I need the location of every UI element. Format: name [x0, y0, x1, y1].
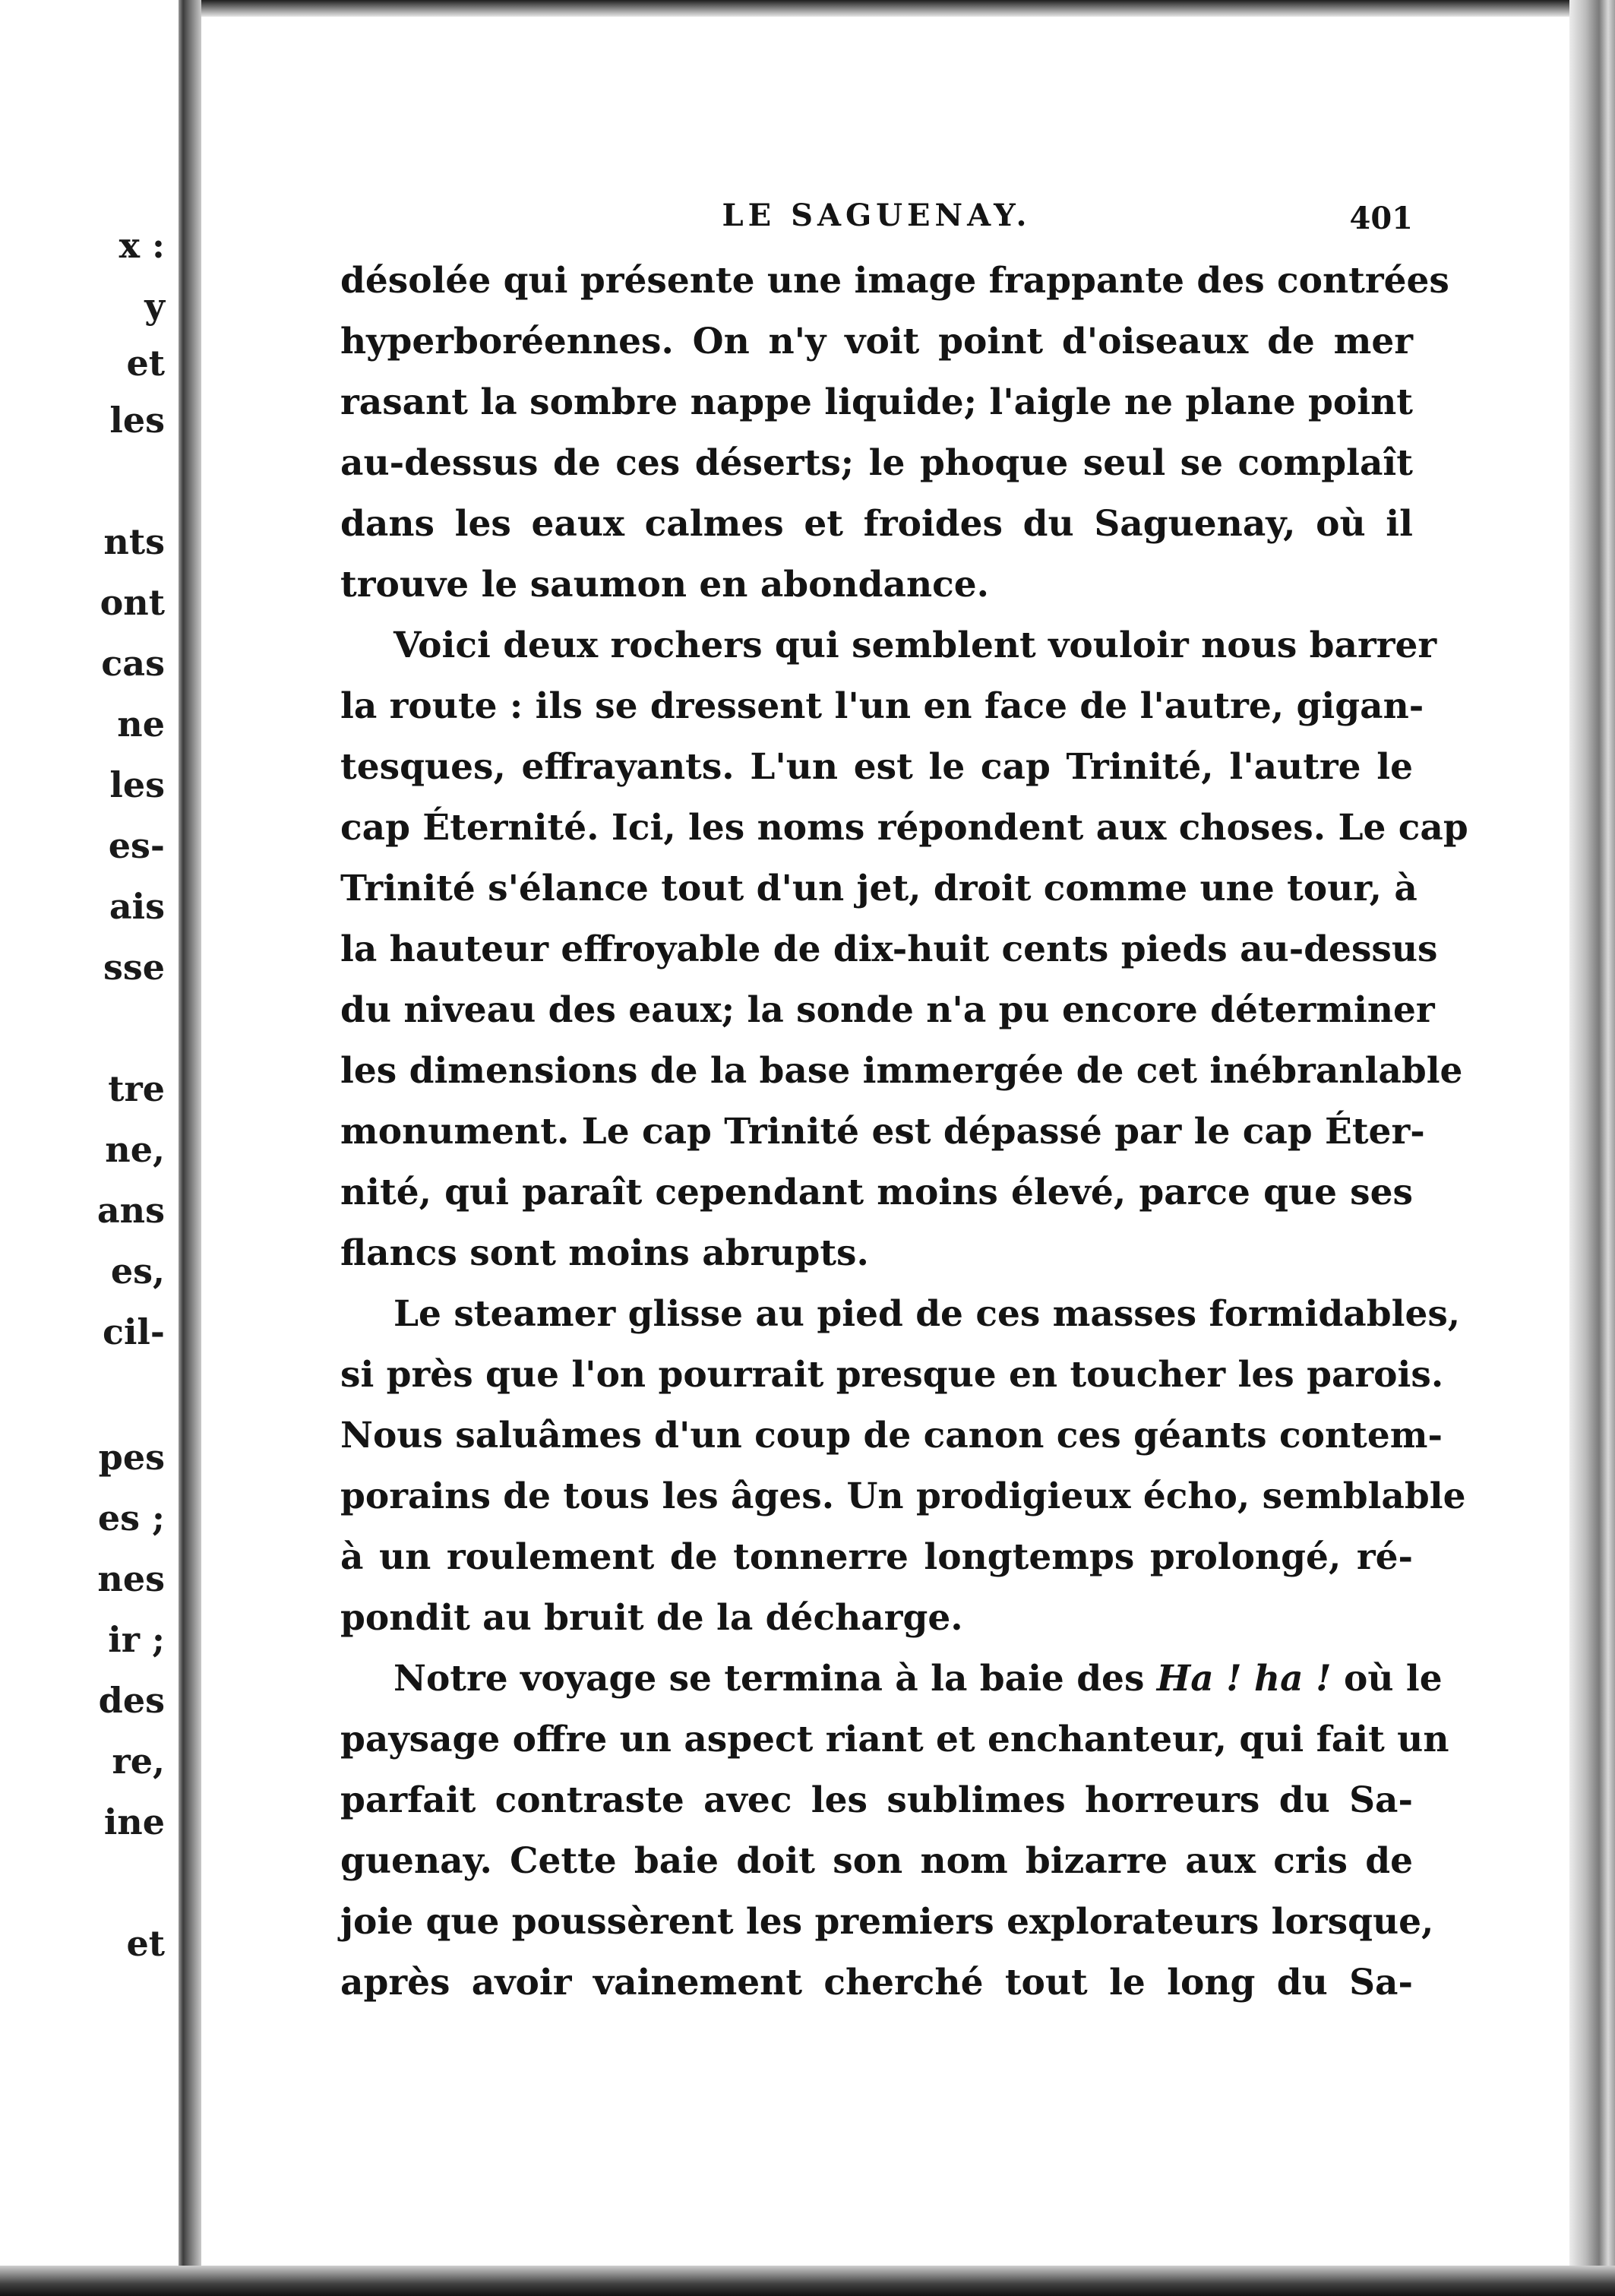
text-line: la hauteur effroyable de dix-huit cents pieds au-dessus — [340, 928, 1438, 970]
text-line: Le steamer glisse au pied de ces masses formidables, — [393, 1293, 1461, 1335]
text-line: rasant la sombre nappe liquide; l'aigle ne plane point — [340, 381, 1413, 423]
facing-page-fragment: y — [144, 286, 165, 327]
text-run: où le — [1331, 1658, 1443, 1700]
text-line: parfait contraste avec les sublimes horreurs du Sa- — [340, 1779, 1413, 1821]
facing-page-fragment: des — [98, 1680, 165, 1721]
facing-page-fragment: ont — [100, 582, 165, 623]
text-line: joie que poussèrent les premiers explorateurs lorsque, — [340, 1901, 1434, 1943]
facing-page-fragment: es, — [110, 1251, 165, 1292]
text-line: tesques, effrayants. L'un est le cap Trinité, l'autre le — [340, 746, 1413, 788]
text-line: hyperboréennes. On n'y voit point d'oiseaux de mer — [340, 321, 1413, 362]
facing-page-fragment: pes — [98, 1437, 165, 1478]
book-gutter — [179, 0, 201, 2296]
text-line: la route : ils se dressent l'un en face de l'autre, gigan- — [340, 685, 1424, 727]
page-bottom-edge — [0, 2266, 1615, 2296]
page-number: 401 — [1349, 201, 1413, 236]
facing-page-fragment: x : — [119, 225, 165, 266]
text-line: porains de tous les âges. Un prodigieux écho, semblable — [340, 1475, 1466, 1517]
facing-page-fragments — [0, 0, 179, 2296]
facing-page-fragment: cas — [101, 643, 165, 684]
text-line — [340, 1649, 1443, 1709]
text-line: après avoir vainement cherché tout le long du Sa- — [340, 1962, 1413, 2003]
facing-page-fragment: les — [109, 764, 165, 805]
facing-page-fragment: les — [109, 400, 165, 441]
text-line: trouve le saumon en abondance. — [340, 564, 990, 606]
facing-page-fragment: nts — [103, 521, 165, 562]
facing-page-fragment: ine — [103, 1801, 165, 1842]
text-line: au-dessus de ces déserts; le phoque seul se complaît — [340, 442, 1413, 484]
facing-page-fragment: ne — [117, 704, 165, 745]
facing-page-fragment: ans — [96, 1190, 165, 1231]
facing-page-fragment: et — [126, 343, 165, 384]
text-run: Notre voyage se termina à la baie des — [393, 1658, 1157, 1700]
facing-page-edge — [0, 0, 179, 2296]
facing-page-fragment: tre — [108, 1068, 165, 1109]
facing-page-fragment: et — [126, 1923, 165, 1964]
facing-page-fragment: sse — [103, 947, 165, 988]
text-line: nité, qui paraît cependant moins élevé, parce que ses — [340, 1172, 1413, 1213]
facing-page-fragment: nes — [97, 1558, 165, 1599]
text-line: Trinité s'élance tout d'un jet, droit comme une tour, à — [340, 868, 1417, 909]
paragraph-3 — [340, 1284, 1466, 1649]
paragraph-1 — [340, 251, 1449, 615]
paragraph-4 — [340, 1649, 1449, 2013]
text-line: cap Éternité. Ici, les noms répondent aux choses. Le cap — [340, 807, 1468, 849]
facing-page-fragment: cil- — [102, 1311, 165, 1352]
text-line: les dimensions de la base immergée de cet inébranlable — [340, 1050, 1463, 1092]
body-text — [340, 251, 1468, 2013]
text-line: à un roulement de tonnerre longtemps prolongé, ré- — [340, 1536, 1413, 1578]
facing-page-fragment: ir ; — [108, 1619, 165, 1660]
facing-page-fragment: es ; — [97, 1497, 165, 1539]
text-line: désolée qui présente une image frappante des contrées — [340, 260, 1449, 302]
text-line: du niveau des eaux; la sonde n'a pu encore déterminer — [340, 989, 1435, 1031]
running-head — [340, 190, 1413, 251]
text-line: flancs sont moins abrupts. — [340, 1232, 869, 1274]
page-right-edge — [1569, 0, 1615, 2296]
facing-page-fragment: re, — [112, 1741, 165, 1782]
text-line: guenay. Cette baie doit son nom bizarre aux cris de — [340, 1840, 1413, 1882]
text-line: monument. Le cap Trinité est dépassé par le cap Éter- — [340, 1111, 1425, 1153]
text-line: Nous saluâmes d'un coup de canon ces géants contem- — [340, 1415, 1443, 1456]
text-line: pondit au bruit de la décharge. — [340, 1597, 963, 1639]
book-page — [340, 190, 1468, 2013]
text-line: si près que l'on pourrait presque en toucher les parois. — [340, 1354, 1444, 1396]
page-top-edge — [201, 0, 1615, 17]
italic-phrase: Ha ! ha ! — [1156, 1658, 1332, 1700]
paragraph-2 — [340, 615, 1468, 1284]
facing-page-fragment: es- — [108, 825, 165, 866]
running-head-title: LE SAGUENAY. — [722, 198, 1032, 233]
facing-page-fragment: ne, — [105, 1129, 165, 1170]
text-line: Voici deux rochers qui semblent vouloir nous barrer — [393, 625, 1437, 666]
text-line: paysage offre un aspect riant et enchanteur, qui fait un — [340, 1719, 1449, 1760]
text-line: dans les eaux calmes et froides du Saguenay, où il — [340, 503, 1413, 545]
facing-page-fragment: ais — [109, 886, 165, 927]
